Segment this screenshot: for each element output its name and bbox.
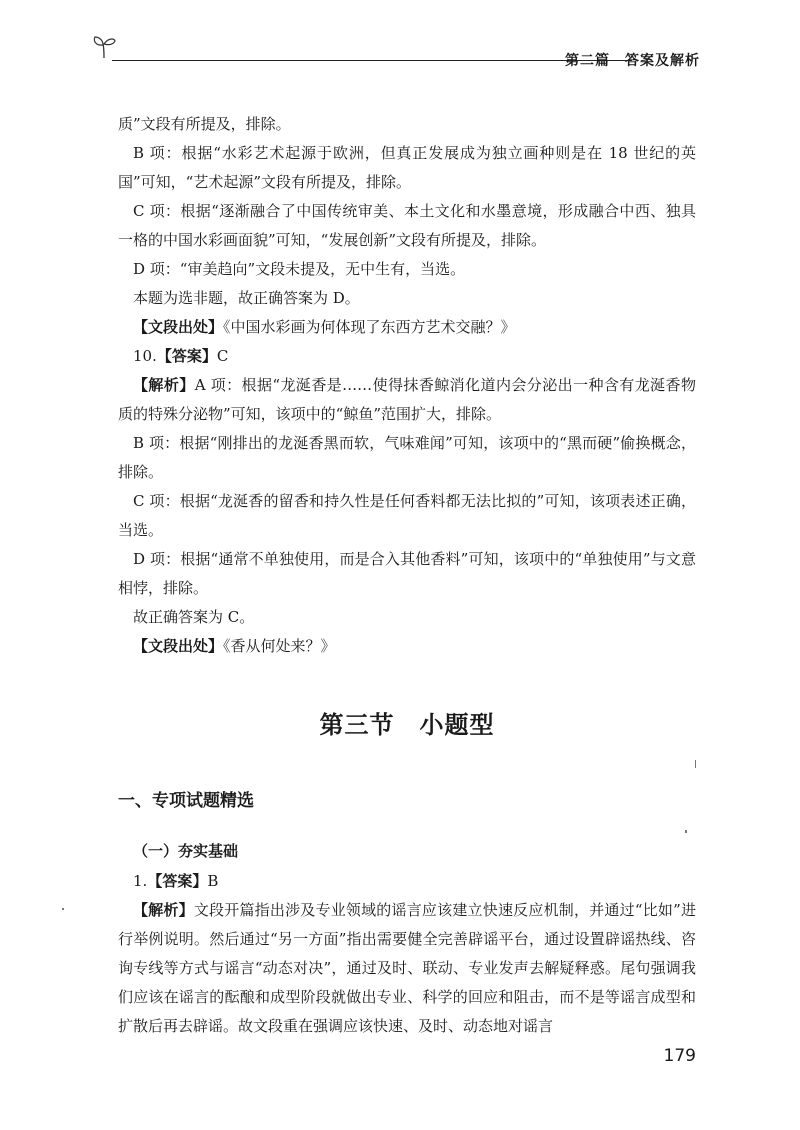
section-label: 第二篇 答案及解析	[565, 53, 700, 69]
answer-tag: 【答案】	[156, 347, 217, 365]
scan-speck	[62, 908, 64, 910]
paragraph-continued: 质”文段有所提及，排除。	[118, 115, 291, 133]
option-b-analysis: B 项：根据“水彩艺术起源于欧洲，但真正发展成为独立画种则是在 18 世纪的英国”可知，“艺术起源”文段有所提及，排除。	[118, 144, 696, 191]
option-a-analysis: A 项：根据“龙涎香是……使得抹香鲸消化道内会分泌出一种含有龙涎香物质的特殊分泌物”可知，该项中的“鲸鱼”范围扩大，排除。	[118, 376, 696, 423]
conclusion-text: 故正确答案为 C。	[133, 608, 255, 626]
header-rule	[112, 60, 632, 61]
source-tag: 【文段出处】	[133, 318, 224, 336]
scan-speck	[685, 830, 687, 833]
option-b-analysis: B 项：根据“刚排出的龙涎香黑而软，气味难闻”可知，该项中的“黑而硬”偷换概念，排除。	[118, 434, 696, 481]
page-body	[118, 110, 696, 1041]
analysis-paragraph	[118, 896, 696, 1041]
answer-line	[118, 867, 696, 896]
analysis-tag: 【解析】	[133, 376, 195, 394]
source-title: 《中国水彩画为何体现了东西方艺术交融？》	[223, 318, 516, 336]
conclusion-text: 本题为选非题，故正确答案为 D。	[133, 289, 360, 307]
answer-value: B	[207, 872, 219, 890]
page-number: 179	[663, 1046, 696, 1066]
option-c-analysis: C 项：根据“龙涎香的留香和持久性是任何香料都无法比拟的”可知，该项表述正确，当选。	[118, 492, 696, 539]
source-line	[118, 632, 696, 661]
analysis-tag: 【解析】	[133, 901, 194, 919]
question-number: 10.	[133, 347, 157, 365]
answer-tag: 【答案】	[147, 872, 208, 890]
scan-speck	[695, 760, 696, 768]
subsection-heading: 一、专项试题精选	[118, 791, 254, 811]
option-c-analysis: C 项：根据“逐渐融合了中国传统审美、本土文化和水墨意境，形成融合中西、独具一格的中国水彩画面貌”可知，“发展创新”文段有所提及，排除。	[118, 202, 696, 249]
answer-value: C	[216, 347, 229, 365]
subsubsection-heading: （一）夯实基础	[133, 842, 239, 860]
option-d-analysis: D 项：“审美趋向”文段未提及，无中生有，当选。	[133, 260, 466, 278]
answer-line	[118, 342, 696, 371]
question-number: 1.	[133, 872, 148, 890]
analysis-paragraph	[118, 371, 696, 429]
source-tag: 【文段出处】	[133, 637, 224, 655]
sprout-icon	[90, 32, 118, 60]
running-header	[90, 30, 710, 70]
section-title: 第三节 小题型	[319, 711, 495, 739]
source-line	[118, 313, 696, 342]
option-d-analysis: D 项：根据“通常不单独使用，而是合入其他香料”可知，该项中的“单独使用”与文意相悖，排除。	[118, 550, 696, 597]
source-title: 《香从何处来？》	[223, 637, 336, 655]
analysis-text: 文段开篇指出涉及专业领域的谣言应该建立快速反应机制，并通过“比如”进行举例说明。然后通过“另一方面”指出需要健全完善辟谣平台，通过设置辟谣热线、咨询专线等方式与谣言“动态对决”，通过及时、联动、专业发声去解疑释惑。尾句强调我们应该在谣言的酝酿和成型阶段就做出专业、科学的回应和阻击，而不是等谣言成型和扩散后再去辟谣。故文段重在强调应该快速、及时、动态地对谣言	[118, 901, 696, 1035]
